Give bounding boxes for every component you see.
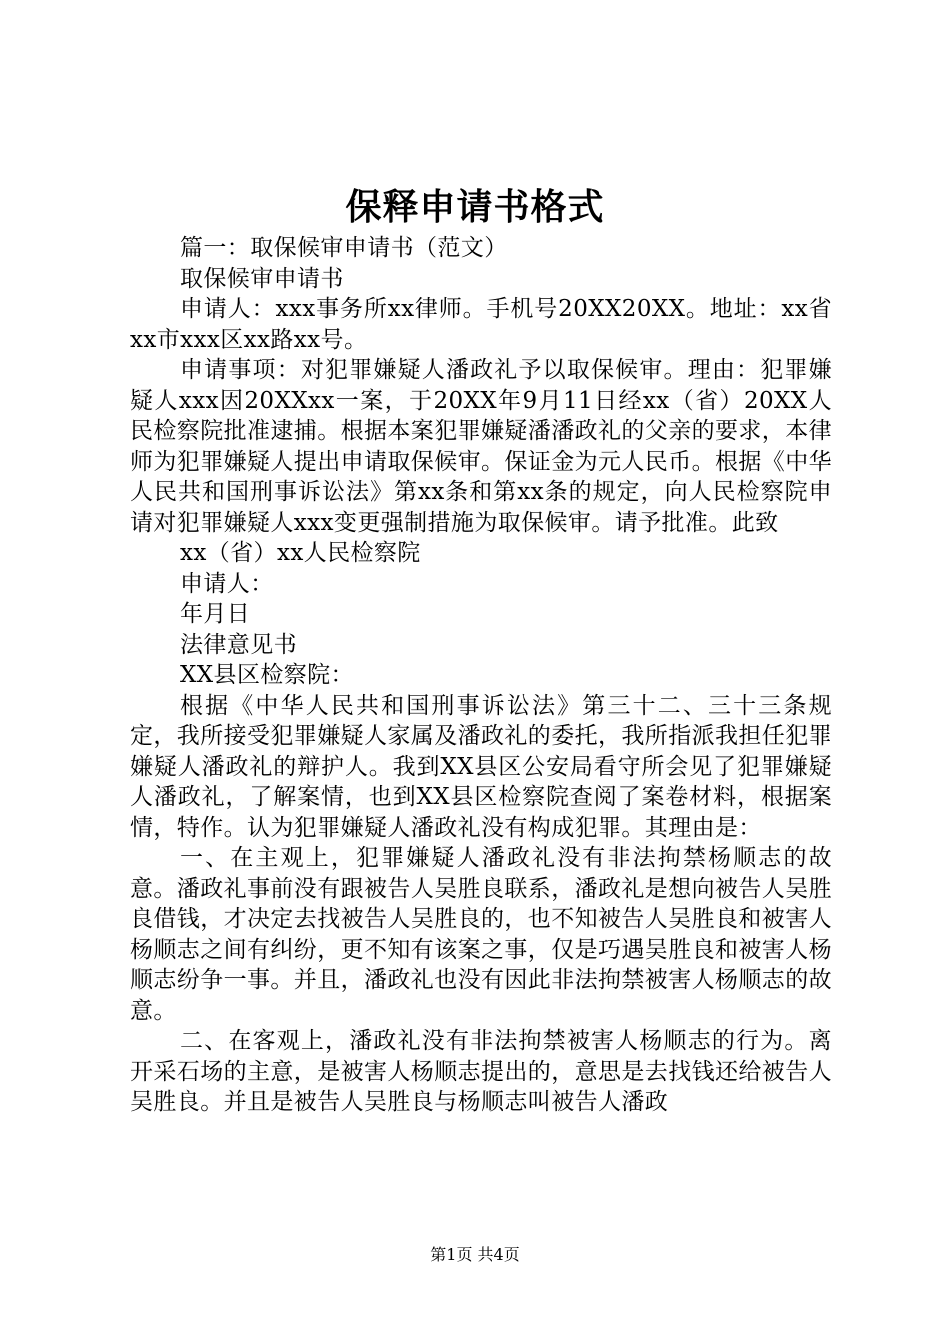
document-body bbox=[130, 233, 832, 1118]
paragraph: 申请人：xxx事务所xx律师。手机号20XX20XX。地址：xx省xx市xxx区xx路xx号。 bbox=[130, 296, 832, 353]
paragraph: 根据《中华人民共和国刑事诉讼法》第三十二、三十三条规定，我所接受犯罪嫌疑人家属及潘政礼的委托，我所指派我担任犯罪嫌疑人潘政礼的辩护人。我到XX县区公安局看守所会见了犯罪嫌疑人潘政礼，了解案情，也到XX县区检察院查阅了案卷材料，根据案情，特作。认为犯罪嫌疑人潘政礼没有构成犯罪。其理由是： bbox=[130, 692, 832, 841]
paragraph: 年月日 bbox=[180, 601, 251, 627]
paragraph: 申请事项：对犯罪嫌疑人潘政礼予以取保候审。理由：犯罪嫌疑人xxx因20XXxx一案，于20XX年9月11日经xx（省）20XX人民检察院批准逮捕。根据本案犯罪嫌疑潘潘政礼的父亲的要求，本律师为犯罪嫌疑人提出申请取保候审。保证金为元人民币。根据《中华人民共和国刑事诉讼法》第xx条和第xx条的规定，向人民检察院申请对犯罪嫌疑人xxx变更强制措施为取保候审。请予批准。此致 bbox=[130, 357, 832, 536]
page-footer: 第1页 共4页 bbox=[430, 1245, 520, 1264]
paragraph: 法律意见书 bbox=[180, 631, 297, 658]
document-title: 保释申请书格式 bbox=[345, 187, 605, 228]
paragraph: 篇一：取保候审申请书（范文） bbox=[180, 235, 508, 261]
paragraph: 二、在客观上，潘政礼没有非法拘禁被害人杨顺志的行为。离开采石场的主意，是被害人杨顺志提出的，意思是去找钱还给被告人吴胜良。并且是被告人吴胜良与杨顺志叫被告人潘政 bbox=[130, 1028, 832, 1115]
paragraph: xx（省）xx人民检察院 bbox=[180, 540, 421, 566]
paragraph: XX县区检察院： bbox=[180, 662, 354, 688]
paragraph: 取保候审申请书 bbox=[180, 265, 344, 292]
paragraph: 申请人： bbox=[180, 570, 274, 597]
paragraph: 一、在主观上，犯罪嫌疑人潘政礼没有非法拘禁杨顺志的故意。潘政礼事前没有跟被告人吴胜良联系，潘政礼是想向被告人吴胜良借钱，才决定去找被告人吴胜良的，也不知被告人吴胜良和被害人杨顺志之间有纠纷，更不知有该案之事，仅是巧遇吴胜良和被害人杨顺志纷争一事。并且，潘政礼也没有因此非法拘禁被害人杨顺志的故意。 bbox=[130, 845, 832, 1024]
